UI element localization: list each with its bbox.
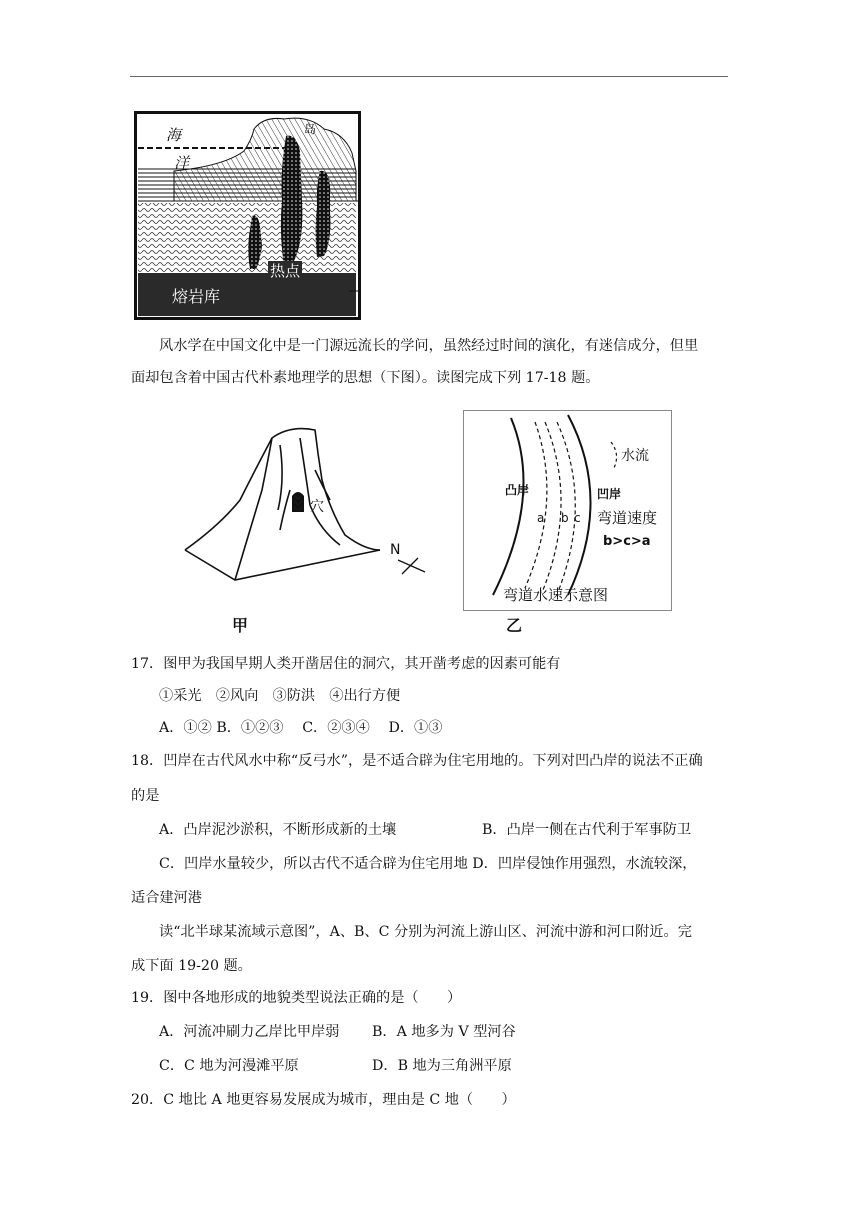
island-label: 岛 — [304, 122, 317, 136]
q18-option-cd: C．凹岸水量较少，所以古代不适合辟为住宅用地 D．凹岸侵蚀作用强烈，水流较深， — [159, 856, 697, 872]
speed-relation: b>c>a — [603, 534, 651, 549]
figure-jia — [180, 410, 430, 630]
q20-stem: 20．C 地比 A 地更容易发展成为城市，理由是 C 地（ ） — [131, 1092, 516, 1108]
q19-option-d: D．B 地为三角洲平原 — [372, 1058, 512, 1074]
north-label: N — [390, 542, 401, 558]
intro-fengshui-line-1: 风水学在中国文化中是一门源远流长的学问，虽然经过时间的演化，有迷信成分，但里 — [159, 338, 699, 354]
q17-options: A．①② B．①②③ C．②③④ D．①③ — [159, 720, 443, 736]
q19-option-a: A．河流冲刷力乙岸比甲岸弱 — [159, 1024, 340, 1040]
intro-basin-line-2: 成下面 19-20 题。 — [131, 958, 252, 974]
q19-option-b: B．A 地多为 V 型河谷 — [372, 1024, 516, 1040]
bend-diagram-title: 弯道水速示意图 — [503, 586, 609, 604]
intro-fengshui-line-2: 面却包含着中国古代朴素地理学的思想（下图）。读图完成下列 17-18 题。 — [131, 370, 600, 386]
q17-stem: 17．图甲为我国早期人类开凿居住的洞穴，其开凿考虑的因素可能有 — [131, 656, 561, 672]
q19-stem: 19．图中各地形成的地貌类型说法正确的是（ ） — [131, 990, 462, 1006]
q18-option-d-cont: 适合建河港 — [131, 890, 202, 906]
magma-label: 熔岩库 — [172, 287, 221, 306]
curve-b-label: b — [561, 511, 569, 525]
figure-yi — [463, 410, 673, 613]
concave-bank-label: 凹岸 — [597, 487, 622, 501]
mountain-cave-diagram — [180, 410, 430, 630]
curve-c-label: c — [574, 511, 581, 525]
q17-items: ①采光 ②风向 ③防洪 ④出行方便 — [159, 688, 401, 704]
q18-option-b: B．凸岸一侧在古代利于军事防卫 — [482, 822, 692, 838]
convex-bank-label: 凸岸 — [505, 483, 530, 497]
hotspot-figure — [134, 111, 364, 321]
q18-option-a: A．凸岸泥沙淤积，不断形成新的土壤 — [159, 822, 397, 838]
figure-yi-caption: 乙 — [506, 616, 523, 635]
intro-basin-line-1: 读“北半球某流域示意图”，A、B、C 分别为河流上游山区、河流中游和河口附近。完 — [159, 924, 692, 940]
q18-stem-1: 18．凹岸在古代风水中称“反弓水”，是不适合辟为住宅用地的。下列对凹凸岸的说法不正确 — [131, 753, 703, 769]
q18-stem-2: 的是 — [131, 788, 160, 804]
sea-label-2: 洋 — [174, 154, 190, 172]
cave-label: 穴 — [310, 499, 324, 515]
sea-label-1: 海 — [166, 126, 182, 144]
header-rule — [130, 76, 728, 77]
flow-label: 水流 — [621, 448, 649, 464]
figure-jia-caption: 甲 — [232, 616, 249, 635]
speed-label: 弯道速度 — [597, 509, 658, 527]
curve-a-label: a — [537, 511, 545, 525]
hotspot-label: 热点 — [270, 262, 301, 280]
q19-option-c: C．C 地为河漫滩平原 — [159, 1058, 299, 1074]
